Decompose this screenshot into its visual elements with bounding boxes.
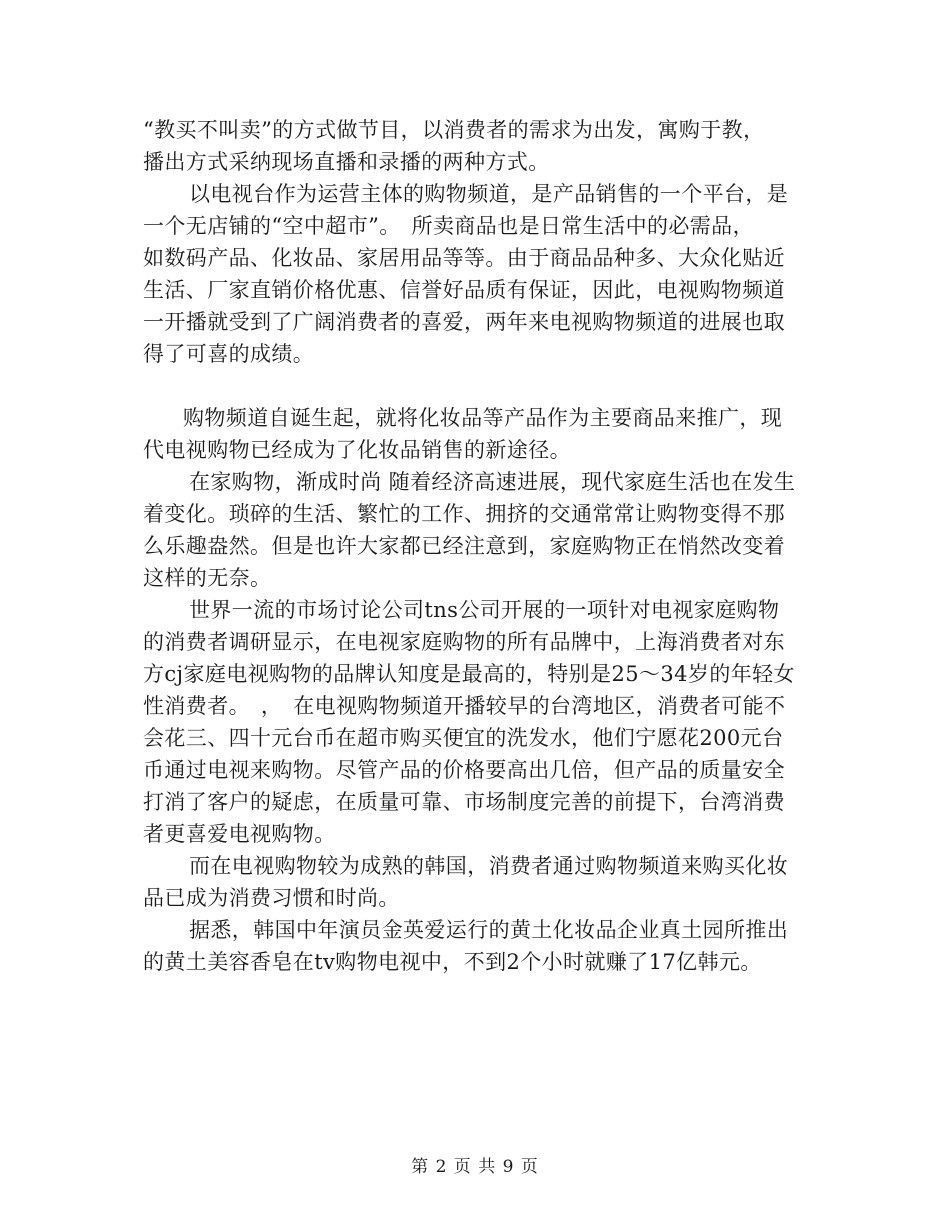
text-line: 一开播就受到了广阔消费者的喜爱，两年来电视购物频道的进展也取 xyxy=(143,310,785,334)
text-line: 一个无店铺的“空中超市”。 所卖商品也是日常生活中的必需品， xyxy=(143,214,754,238)
text-line: 代电视购物已经成为了化妆品销售的新途径。 xyxy=(143,438,571,462)
paragraph-start: 而在电视购物较为成熟的韩国，消费者通过购物频道来购买化妆 xyxy=(189,854,789,878)
page-number-footer: 第 2 页 共 9 页 xyxy=(411,1157,539,1177)
text-line: 币通过电视来购物。尽管产品的价格要高出几倍，但产品的质量安全 xyxy=(143,758,785,782)
text-line: 打消了客户的疑虑，在质量可靠、市场制度完善的前提下，台湾消费 xyxy=(143,790,785,814)
paragraph-start: 以电视台作为运营主体的购物频道，是产品销售的一个平台，是 xyxy=(189,182,789,206)
text-line: 着变化。琐碎的生活、繁忙的工作、拥挤的交通常常让购物变得不那 xyxy=(143,502,785,526)
text-line: “教买不叫卖”的方式做节目，以消费者的需求为出发，寓购于教， xyxy=(143,118,765,142)
document-body xyxy=(143,114,815,978)
paragraph-start: 世界一流的市场讨论公司tns公司开展的一项针对电视家庭购物 xyxy=(189,598,780,622)
text-line: 如数码产品、化妆品、家居用品等等。由于商品品种多、大众化贴近 xyxy=(143,246,785,270)
text-line: 播出方式采纳现场直播和录播的两种方式。 xyxy=(143,150,550,174)
text-line: 者更喜爱电视购物。 xyxy=(143,822,336,846)
text-line: 性消费者。 ， 在电视购物频道开播较早的台湾地区，消费者可能不 xyxy=(143,694,786,718)
text-line: 生活、厂家直销价格优惠、信誉好品质有保证，因此，电视购物频道 xyxy=(143,278,785,302)
paragraph-start: 购物频道自诞生起，就将化妆品等产品作为主要商品来推广，现 xyxy=(183,406,783,430)
text-line: 这样的无奈。 xyxy=(143,566,272,590)
text-line: 方cj家庭电视购物的品牌认知度是最高的，特别是25～34岁的年轻女 xyxy=(143,662,795,686)
paragraph-gap xyxy=(143,370,815,402)
text-line: 得了可喜的成绩。 xyxy=(143,342,315,366)
text-line: 么乐趣盎然。但是也许大家都已经注意到，家庭购物正在悄然改变着 xyxy=(143,534,785,558)
text-line: 会花三、四十元台币在超市购买便宜的洗发水，他们宁愿花200元台 xyxy=(143,726,784,750)
text-line: 的消费者调研显示，在电视家庭购物的所有品牌中，上海消费者对东 xyxy=(143,630,785,654)
text-line: 品已成为消费习惯和时尚。 xyxy=(143,886,400,910)
paragraph-start: 在家购物，渐成时尚 随着经济高速进展，现代家庭生活也在发生 xyxy=(189,470,796,494)
paragraph-start: 据悉，韩国中年演员金英爱运行的黄土化妆品企业真土园所推出 xyxy=(189,918,789,942)
text-line: 的黄土美容香皂在tv购物电视中，不到2个小时就赚了17亿韩元。 xyxy=(143,950,762,974)
